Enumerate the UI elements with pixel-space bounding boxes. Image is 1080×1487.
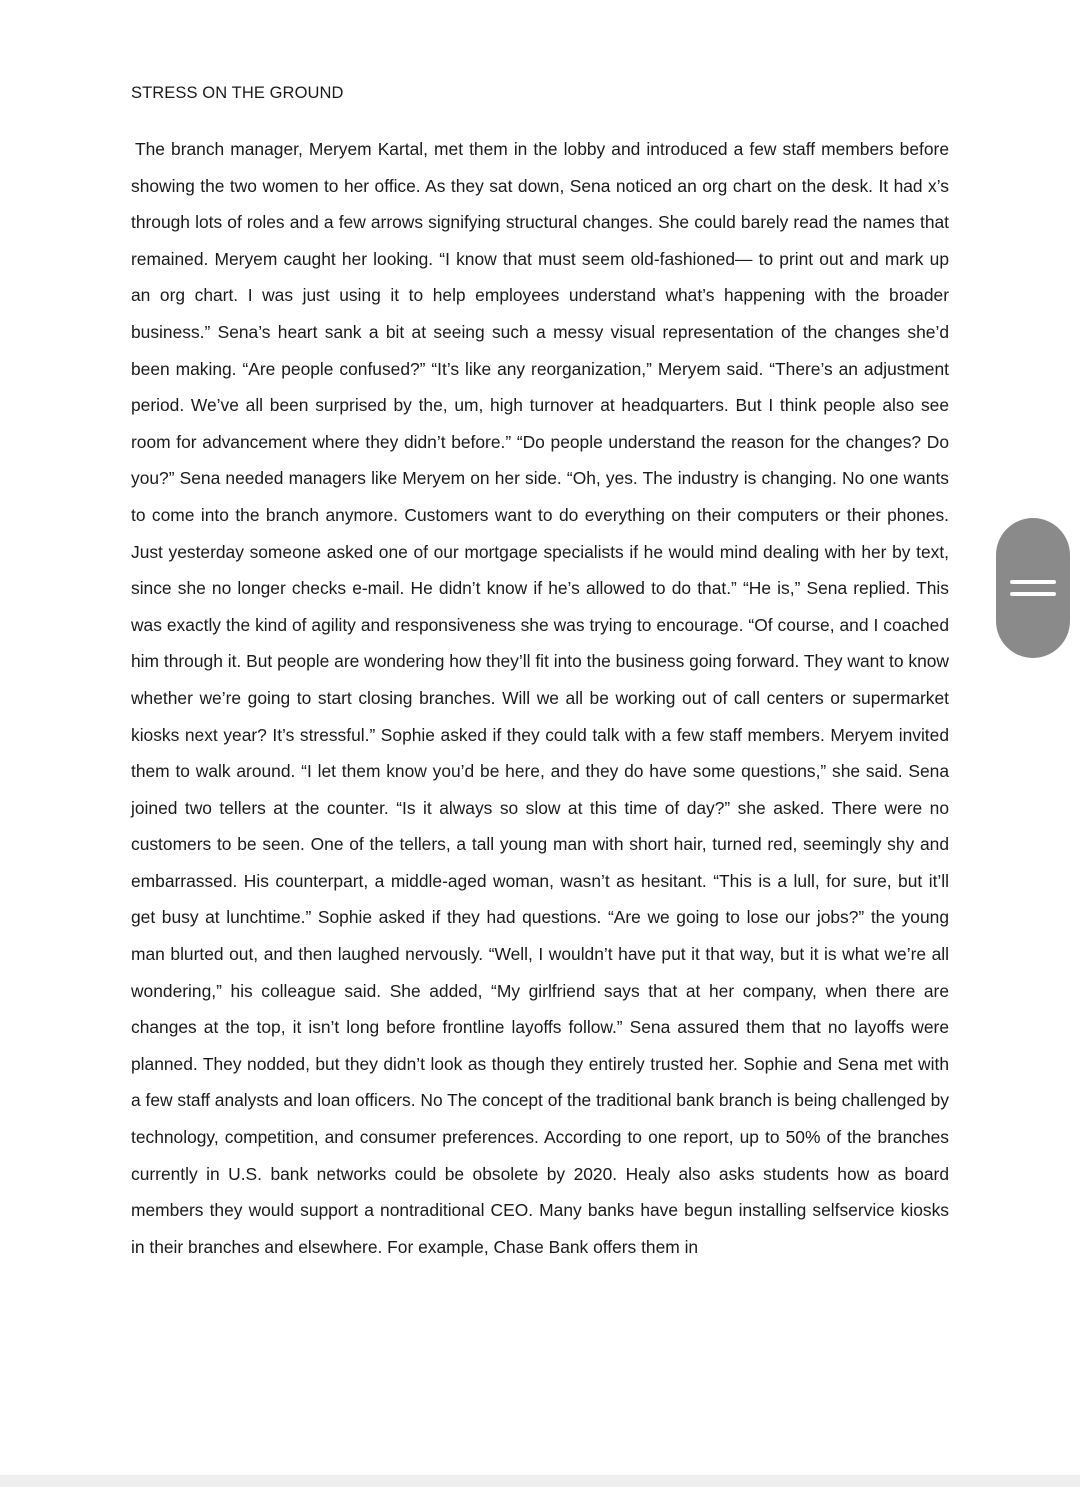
grip-lines-icon <box>1010 578 1056 598</box>
body-paragraph: The branch manager, Meryem Kartal, met them in the lobby and introduced a few staff members before showing the two women to her office. As they sat down, Sena noticed an org chart on the desk. It had x’s through lots of roles and a few arrows signifying structural changes. She could barely read the names that remained. Meryem caught her looking. “I know that must seem old-fashioned— to print out and mark up an org chart. I was just using it to help employees understand what’s happening with the broader business.” Sena’s heart sank a bit at seeing such a messy visual representation of the changes she’d been making. “Are people confused?” “It’s like any reorganization,” Meryem said. “There’s an adjustment period. We’ve all been surprised by the, um, high turnover at headquarters. But I think people also see room for advancement where they didn’t before.” “Do people understand the reason for the changes? Do you?” Sena needed managers like Meryem on her side. “Oh, yes. The industry is changing. No one wants to come into the branch anymore. Customers want to do everything on their computers or their phones. Just yesterday someone asked one of our mortgage specialists if he would mind dealing with her by text, since she no longer checks e-mail. He didn’t know if he’s allowed to do that.” “He is,” Sena replied. This was exactly the kind of agility and responsiveness she was trying to encourage. “Of course, and I coached him through it. But people are wondering how they’ll fit into the business going forward. They want to know whether we’re going to start closing branches. Will we all be working out of call centers or supermarket kiosks next year? It’s stressful.” Sophie asked if they could talk with a few staff members. Meryem invited them to walk around. “I let them know you’d be here, and they do have some questions,” she said. Sena joined two tellers at the counter. “Is it always so slow at this time of day?” she asked. There were no customers to be seen. One of the tellers, a tall young man with short hair, turned red, seemingly shy and embarrassed. His counterpart, a middle-aged woman, wasn’t as hesitant. “This is a lull, for sure, but it’ll get busy at lunchtime.” Sophie asked if they had questions. “Are we going to lose our jobs?” the young man blurted out, and then laughed nervously. “Well, I wouldn’t have put it that way, but it is what we’re all wondering,” his colleague said. She added, “My girlfriend says that at her company, when there are changes at the top, it isn’t long before frontline layoffs follow.” Sena assured them that no layoffs were planned. They nodded, but they didn’t look as though they entirely trusted her. Sophie and Sena met with a few staff analysts and loan officers. No The concept of the traditional bank branch is being challenged by technology, competition, and consumer preferences. According to one report, up to 50% of the branches currently in U.S. bank networks could be obsolete by 2020. Healy also asks students how as board members they would support a nontraditional CEO. Many banks have begun installing selfservice kiosks in their branches and elsewhere. For example, Chase Bank offers them in <box>131 139 949 1257</box>
bottom-edge-bar <box>0 1475 1080 1487</box>
scroll-handle[interactable] <box>996 518 1070 658</box>
section-heading: STRESS ON THE GROUND <box>131 84 344 102</box>
